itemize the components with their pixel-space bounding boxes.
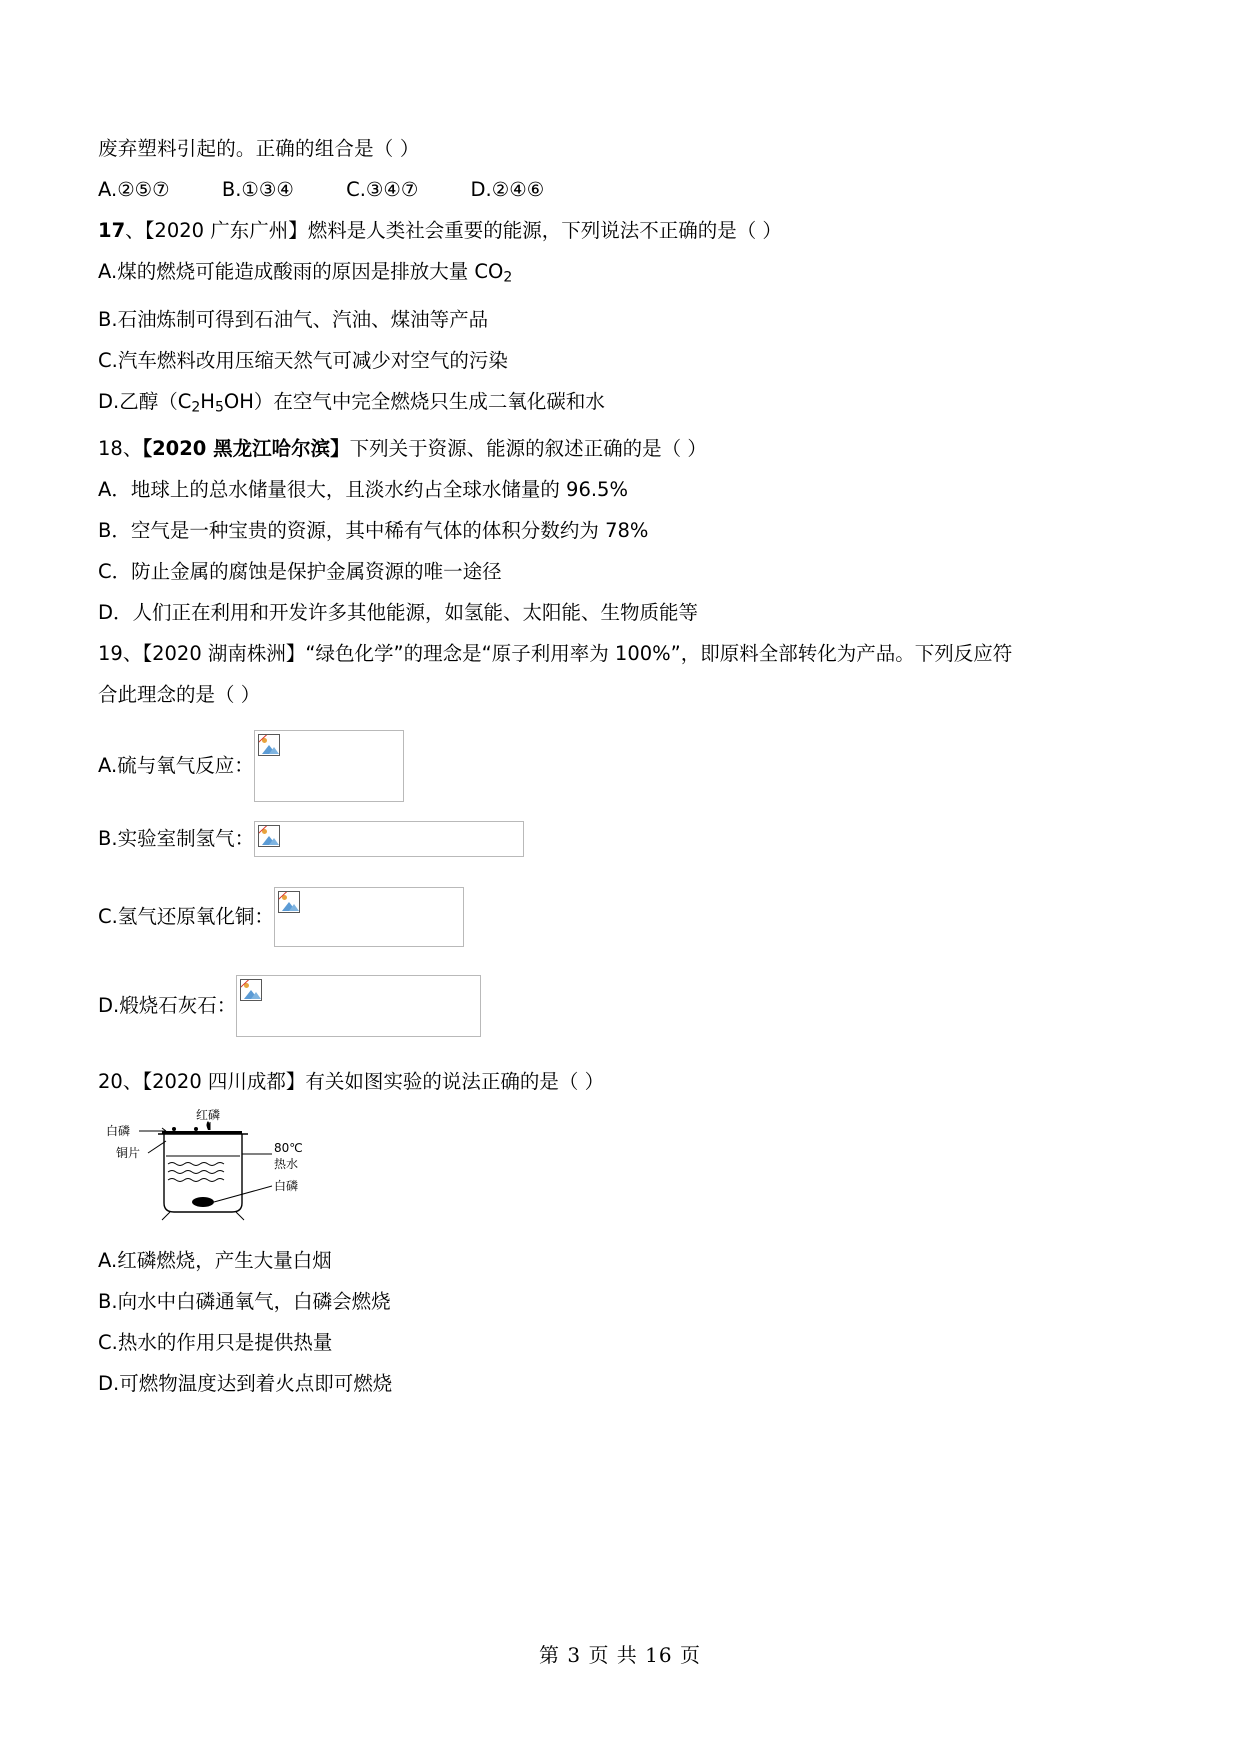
- q16-choice-d: D.②④⑥: [470, 178, 545, 201]
- q19-option-d: [98, 971, 1144, 1042]
- q17-option-b: [98, 299, 1144, 340]
- question-17-heading: [98, 210, 1144, 251]
- q18-option-d: D．人们正在利用和开发许多其他能源，如氢能、太阳能、生物质能等: [98, 601, 699, 624]
- q17-option-d-part3: OH）在空气中完全燃烧只生成二氧化碳和水: [223, 389, 605, 413]
- q20-source: 【2020 四川成都】: [142, 1070, 306, 1093]
- q19-option-d-image-placeholder: [236, 975, 481, 1037]
- label-copper-sheet: 铜片: [116, 1146, 141, 1160]
- q17-separator: 、: [125, 219, 145, 242]
- q19-option-c-image-placeholder: [274, 887, 464, 947]
- q17-option-d-sub2: 5: [214, 399, 224, 415]
- q19-option-c: [98, 882, 1144, 951]
- q20-experiment-figure: [104, 1108, 1144, 1230]
- q19-option-a-image-placeholder: [254, 730, 404, 802]
- q17-option-a: [98, 251, 1144, 299]
- q19-option-b-label: B.实验室制氢气：: [98, 827, 255, 850]
- q20-option-d: D.可燃物温度达到着火点即可燃烧: [98, 1372, 393, 1395]
- page-content: [98, 128, 1144, 1404]
- q17-option-b-label: B.: [98, 307, 118, 331]
- q18-number: 18: [98, 437, 123, 460]
- q18-option-a: A．地球上的总水储量很大，且淡水约占全球水储量的 96.5%: [98, 478, 628, 501]
- q20-option-c: C.热水的作用只是提供热量: [98, 1331, 333, 1354]
- q16-stem-tail: 废弃塑料引起的。正确的组合是（ ）: [98, 137, 420, 160]
- page-footer: 第 3 页 共 16 页: [539, 1643, 701, 1667]
- q20-number: 20: [98, 1070, 123, 1093]
- q20-option-a: A.红磷燃烧，产生大量白烟: [98, 1249, 332, 1272]
- q16-choice-b: B.①③④: [221, 178, 294, 201]
- q16-choices-row: [98, 169, 1144, 210]
- q17-option-a-sub: 2: [503, 269, 513, 286]
- q17-option-d: [98, 381, 1144, 429]
- broken-image-icon: [278, 891, 300, 913]
- q19-option-b: [98, 816, 1144, 863]
- phosphorus-combustion-apparatus-svg: [104, 1108, 364, 1226]
- q19-number: 19: [98, 642, 123, 665]
- q20-stem: 有关如图实验的说法正确的是（ ）: [305, 1070, 605, 1093]
- q19-option-a-label: A.硫与氧气反应：: [98, 753, 254, 777]
- q19-option-a: [98, 725, 1144, 806]
- q19-option-b-image-placeholder: [254, 821, 524, 857]
- q19-option-d-label: D.煅烧石灰石：: [98, 994, 237, 1017]
- q17-option-d-sub1: 2: [191, 399, 201, 415]
- question-18-heading: [98, 428, 1144, 469]
- q17-option-a-text: 煤的燃烧可能造成酸雨的原因是排放大量 CO: [117, 260, 504, 283]
- q20-separator: 、: [122, 1070, 143, 1093]
- q17-option-d-part1: 乙醇（C: [119, 389, 192, 413]
- label-left-white-phosphorus: 白磷: [106, 1124, 131, 1138]
- q18-stem: 下列关于资源、能源的叙述正确的是（ ）: [349, 437, 707, 460]
- q17-number: 17: [98, 219, 126, 242]
- q19-stem-line1: “绿色化学”的理念是“原子利用率为 100%”，即原料全部转化为产品。下列反应符: [305, 642, 1013, 665]
- q19-stem-line2: 合此理念的是（ ）: [98, 683, 261, 706]
- label-temperature: 80℃: [274, 1141, 303, 1155]
- q16-choice-a: A.②⑤⑦: [98, 178, 170, 201]
- q16-choice-c: C.③④⑦: [346, 178, 419, 201]
- q17-option-a-label: A.: [98, 260, 118, 283]
- q18-source: 【2020 黑龙江哈尔滨】: [142, 437, 350, 460]
- q19-source: 【2020 湖南株洲】: [142, 642, 306, 665]
- q17-option-c-text: 汽车燃料改用压缩天然气可减少对空气的污染: [117, 348, 508, 372]
- q17-option-d-part2: H: [200, 389, 215, 413]
- q17-option-d-label: D.: [98, 389, 120, 413]
- q17-option-c-label: C.: [98, 348, 118, 372]
- question-19-heading: [98, 633, 1144, 674]
- q19-option-c-label: C.氢气还原氧化铜：: [98, 904, 274, 928]
- broken-image-icon: [240, 979, 262, 1001]
- question-20-heading: [98, 1061, 1144, 1102]
- q18-separator: 、: [122, 437, 143, 460]
- label-hot-water: 热水: [274, 1157, 299, 1171]
- q18-option-b: B．空气是一种宝贵的资源，其中稀有气体的体积分数约为 78%: [98, 519, 649, 542]
- q18-option-c: C．防止金属的腐蚀是保护金属资源的唯一途径: [98, 560, 502, 583]
- q17-source: 【2020 广东广州】: [144, 219, 308, 242]
- label-red-phosphorus: 红磷: [196, 1108, 221, 1122]
- broken-image-icon: [258, 734, 280, 756]
- q19-separator: 、: [122, 642, 143, 665]
- q20-option-b: B.向水中白磷通氧气，白磷会燃烧: [98, 1290, 391, 1313]
- q17-option-b-text: 石油炼制可得到石油气、汽油、煤油等产品: [117, 307, 489, 331]
- q17-stem: 燃料是人类社会重要的能源，下列说法不正确的是（ ）: [307, 219, 782, 242]
- label-water-white-phosphorus: 白磷: [274, 1179, 299, 1193]
- broken-image-icon: [258, 825, 280, 847]
- q17-option-c: [98, 340, 1144, 381]
